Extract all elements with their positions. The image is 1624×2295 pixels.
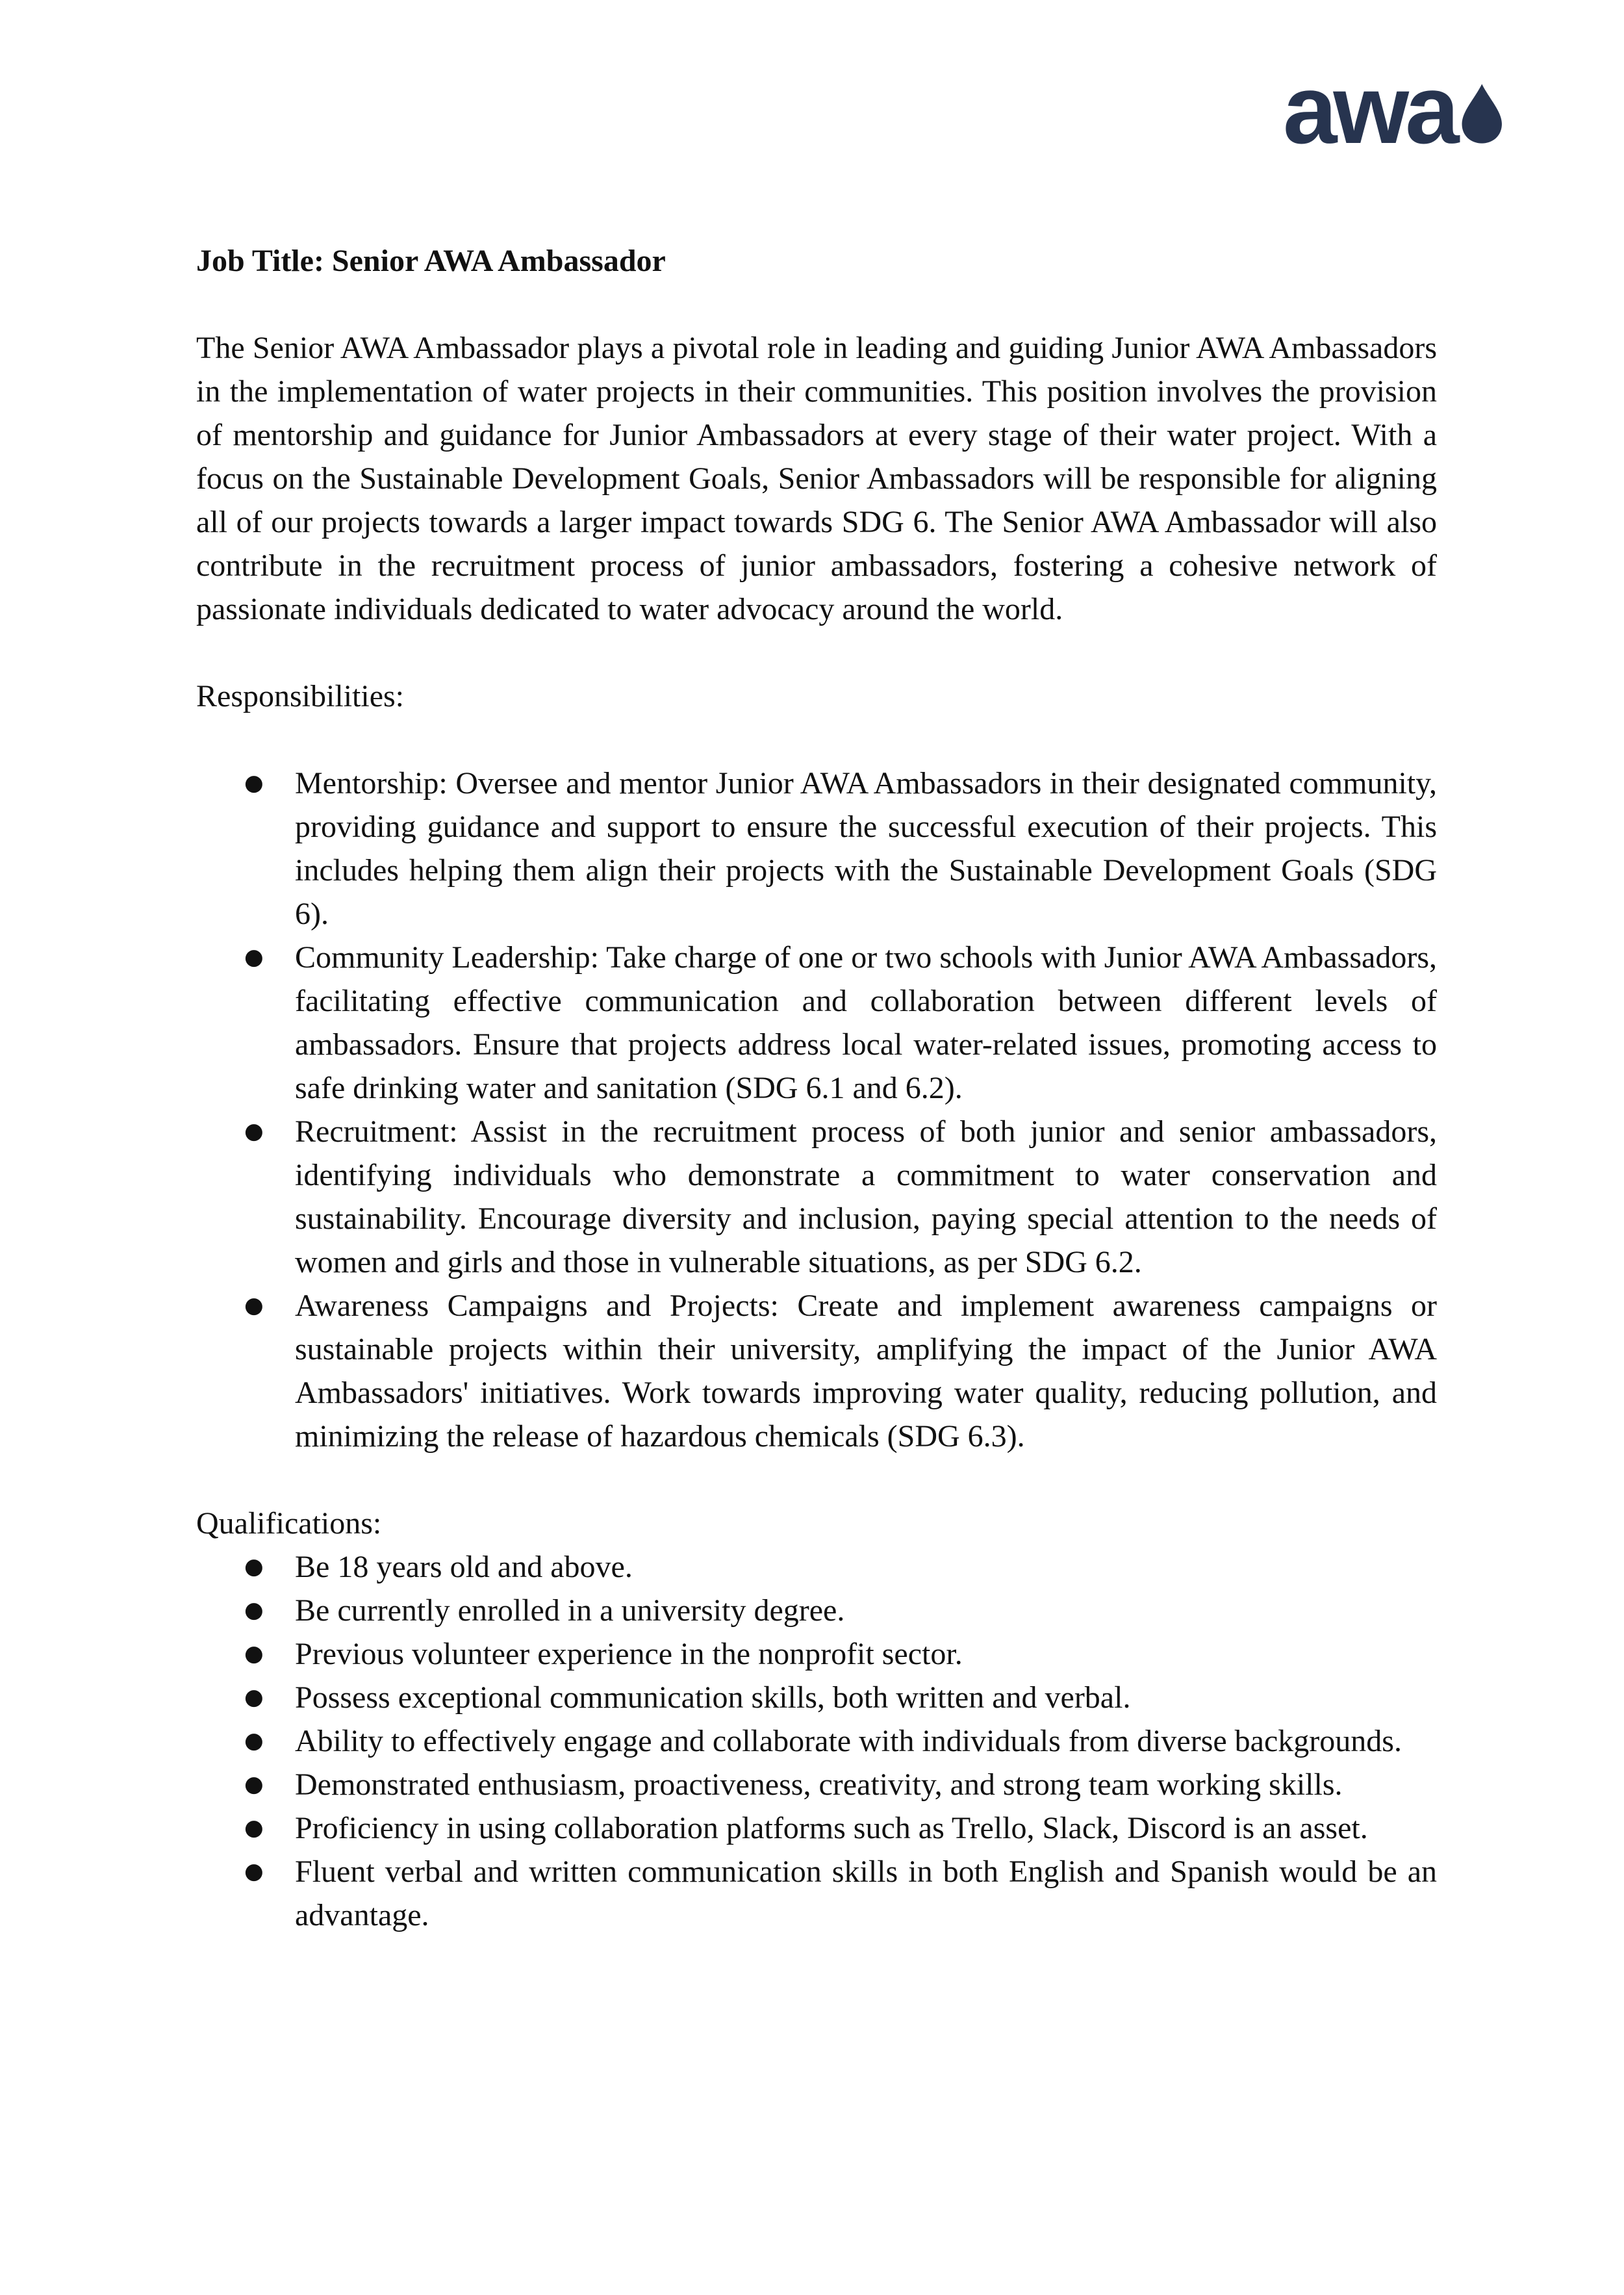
responsibilities-heading: Responsibilities:: [196, 679, 405, 713]
list-item-text: Awareness Campaigns and Projects: Create and implement awareness campaigns or sustainable projects within their university, amplifying the impact of the Junior AWA Ambassadors' initiatives. Work towards improving water quality, reducing pollution, and minimizing the release of hazardous chemicals (SDG 6.3).: [295, 1289, 1437, 1454]
bullet-icon: ●: [244, 1554, 264, 1580]
list-item-text: Be 18 years old and above.: [295, 1550, 633, 1584]
bullet-icon: ●: [244, 1858, 264, 1884]
bullet-icon: ●: [244, 1684, 264, 1710]
logo-wordmark: awa: [1283, 55, 1456, 164]
list-item-text: Ability to effectively engage and collaborate with individuals from diverse backgrounds.: [295, 1724, 1402, 1758]
list-item: [196, 762, 1437, 936]
bullet-icon: ●: [244, 770, 264, 796]
list-item-text: Mentorship: Oversee and mentor Junior AWA Ambassadors in their designated community, providing guidance and support to ensure the successful execution of their projects. This includes helping them align their projects with the Sustainable Development Goals (SDG 6).: [295, 766, 1437, 931]
awa-logo: [1283, 55, 1504, 164]
list-item: [196, 1676, 1437, 1719]
list-item-text: Previous volunteer experience in the nonprofit sector.: [295, 1637, 963, 1671]
bullet-icon: ●: [244, 1771, 264, 1797]
list-item: [196, 1763, 1437, 1806]
bullet-icon: ●: [244, 1815, 264, 1841]
bullet-icon: ●: [244, 1292, 264, 1318]
document-body: [196, 239, 1437, 1937]
intro-paragraph: The Senior AWA Ambassador plays a pivotal role in leading and guiding Junior AWA Ambassadors in the implementation of water projects in their communities. This position involves the provision of mentorship and guidance for Junior Ambassadors at every stage of their water project. With a focus on the Sustainable Development Goals, Senior Ambassadors will be responsible for aligning all of our projects towards a larger impact towards SDG 6. The Senior AWA Ambassador will also contribute in the recruitment process of junior ambassadors, fostering a cohesive network of passionate individuals dedicated to water advocacy around the world.: [196, 331, 1437, 626]
list-item: [196, 1589, 1437, 1632]
water-drop-icon: [1460, 77, 1504, 150]
responsibilities-list: [196, 762, 1437, 1458]
bullet-icon: ●: [244, 1641, 264, 1667]
list-item-text: Proficiency in using collaboration platforms such as Trello, Slack, Discord is an asset.: [295, 1811, 1368, 1845]
list-item-text: Possess exceptional communication skills, both written and verbal.: [295, 1680, 1131, 1715]
list-item: [196, 1110, 1437, 1284]
bullet-icon: ●: [244, 944, 264, 970]
list-item-text: Fluent verbal and written communication skills in both English and Spanish would be an advantage.: [295, 1854, 1437, 1932]
list-item-text: Community Leadership: Take charge of one or two schools with Junior AWA Ambassadors, facilitating effective communication and collaboration between different levels of ambassadors. Ensure that projects address local water-related issues, promoting access to safe drinking water and sanitation (SDG 6.1 and 6.2).: [295, 940, 1437, 1105]
list-item-text: Recruitment: Assist in the recruitment process of both junior and senior ambassadors, identifying individuals who demonstrate a commitment to water conservation and sustainability. Encourage diversity and inclusion, paying special attention to the needs of women and girls and those in vulnerable situations, as per SDG 6.2.: [295, 1114, 1437, 1279]
list-item: [196, 1284, 1437, 1458]
bullet-icon: ●: [244, 1597, 264, 1623]
list-item: [196, 1545, 1437, 1589]
bullet-icon: ●: [244, 1728, 264, 1754]
qualifications-heading: Qualifications:: [196, 1506, 382, 1541]
list-item: [196, 1850, 1437, 1937]
list-item-text: Be currently enrolled in a university degree.: [295, 1593, 845, 1628]
list-item: [196, 1719, 1437, 1763]
list-item-text: Demonstrated enthusiasm, proactiveness, creativity, and strong team working skills.: [295, 1767, 1343, 1802]
list-item: [196, 936, 1437, 1110]
list-item: [196, 1806, 1437, 1850]
bullet-icon: ●: [244, 1118, 264, 1144]
qualifications-list: [196, 1545, 1437, 1937]
job-title: Job Title: Senior AWA Ambassador: [196, 244, 666, 278]
list-item: [196, 1632, 1437, 1676]
